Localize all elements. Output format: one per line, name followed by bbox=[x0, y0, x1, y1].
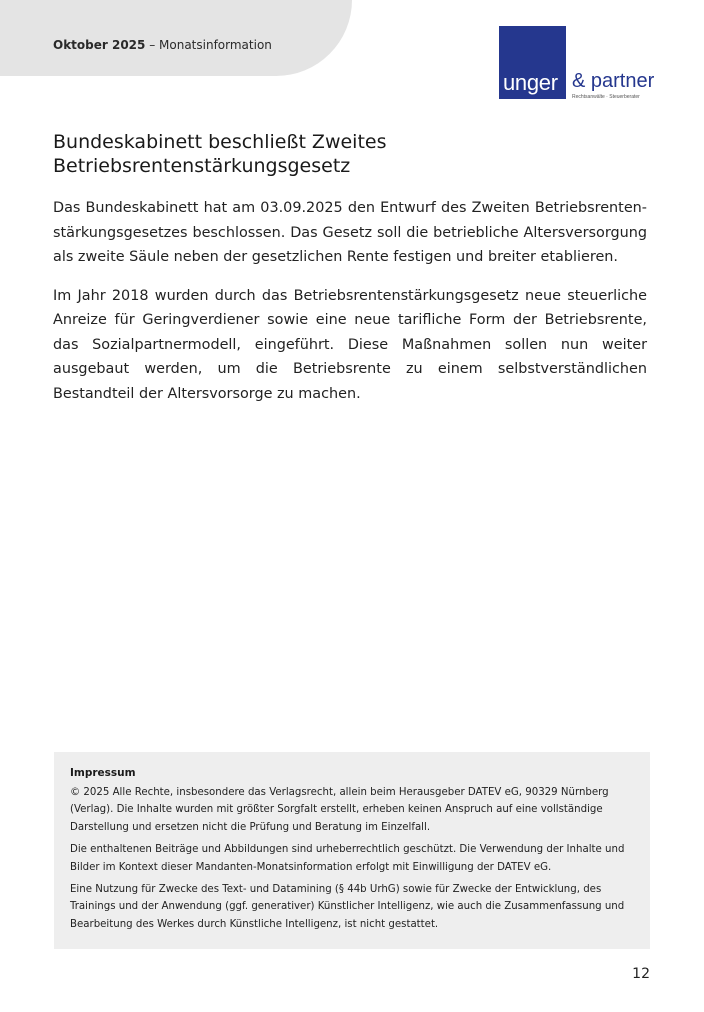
impressum-box bbox=[54, 752, 650, 949]
impressum-paragraph: Die enthaltenen Beiträge und Abbildungen sind urheberrechtlich geschützt. Die Verwendung der Inhalte und Bilder im Kontext dieser Mandanten-Monatsinformation erfolgt mit Einwilligung der DATEV eG. bbox=[70, 844, 625, 873]
impressum-heading: Impressum bbox=[70, 767, 136, 779]
article-paragraph: Im Jahr 2018 wurden durch das Betriebsrentenstärkungsgesetz neue steuerliche Anreize für Geringverdiener sowie eine neue tarifliche Form der Betriebsrente, das Sozialpartnermodell, eingeführt. Diese Maßnahmen sollen nun weiter ausgebaut werden, um die Betriebsrente zu einem selbstverständlichen Bestandteil der Altersvorsorge zu machen. bbox=[53, 287, 647, 402]
impressum-paragraph: Eine Nutzung für Zwecke des Text- und Datamining (§ 44b UrhG) sowie für Zwecke der Entwicklung, des Trainings und der Anwendung (ggf. generativer) Künstlicher Intelligenz, wie auch die Zusammenfassung und Bearbeitung des Werkes durch Künstliche Intelligenz, ist nicht gestattet. bbox=[70, 884, 625, 930]
header-publication: Monatsinformation bbox=[159, 38, 272, 52]
page-number: 12 bbox=[632, 966, 650, 982]
header-month: Oktober 2025 bbox=[53, 38, 146, 52]
article-paragraph: Das Bundeskabinett hat am 03.09.2025 den Entwurf des Zweiten Betriebsrentenstärkungsgesetzes beschlossen. Das Gesetz soll die betriebliche Altersversorgung als zweite Säule neben der gesetzlichen Rente festigen und breiter etablieren. bbox=[53, 200, 647, 265]
logo-name-unger: unger bbox=[503, 70, 558, 95]
logo-subtitle: Rechtsanwälte · Steuerberater bbox=[572, 94, 640, 100]
header-info bbox=[53, 38, 272, 52]
impressum-paragraph: © 2025 Alle Rechte, insbesondere das Verlagsrecht, allein beim Herausgeber DATEV eG, 90329 Nürnberg (Verlag). Die Inhalte wurden mit größter Sorgfalt erstellt, erheben keinen Anspruch auf eine vollständige Darstellung und ersetzen nicht die Prüfung und Beratung im Einzelfall. bbox=[70, 787, 609, 833]
article-title bbox=[53, 130, 653, 178]
header-separator: – bbox=[145, 38, 160, 52]
logo-name-partner: & partner bbox=[572, 70, 655, 92]
article-title-line1: Bundeskabinett beschließt Zweites bbox=[53, 131, 387, 153]
article-body bbox=[53, 196, 647, 420]
article-title-line2: Betriebsrentenstärkungsgesetz bbox=[53, 155, 351, 177]
